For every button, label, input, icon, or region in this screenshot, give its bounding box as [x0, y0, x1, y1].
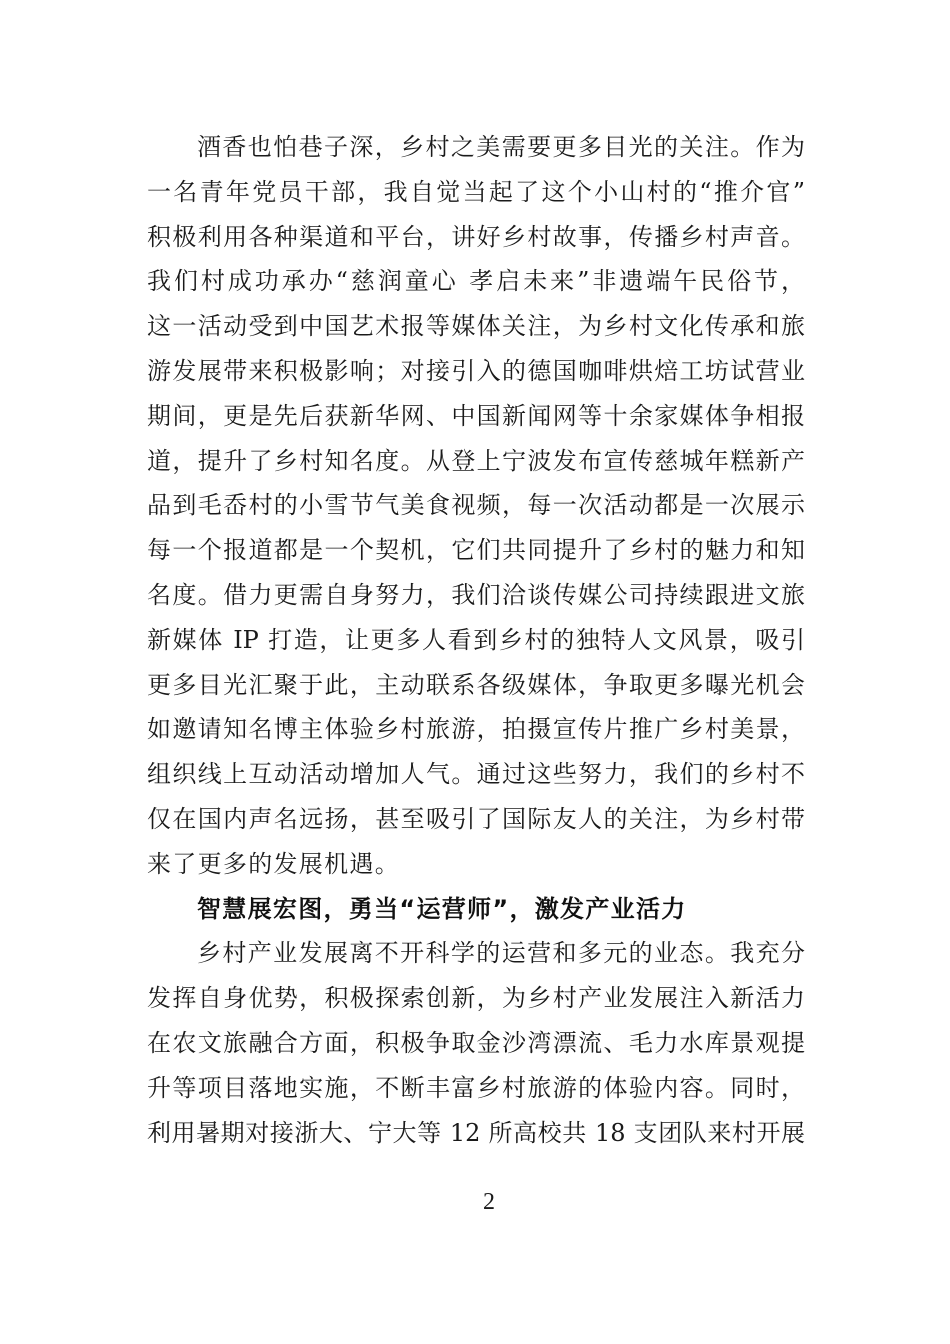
paragraph-1 [147, 125, 805, 887]
paragraph-line: 游发展带来积极影响；对接引入的德国咖啡烘焙工坊试营业 [147, 356, 805, 385]
paragraph-line: 如邀请知名博主体验乡村旅游，拍摄宣传片推广乡村美景， [147, 715, 805, 744]
paragraph-2 [147, 931, 805, 1155]
paragraph-line: 更多目光汇聚于此，主动联系各级媒体，争取更多曝光机会 [147, 670, 805, 699]
paragraph-line: 品到毛岙村的小雪节气美食视频，每一次活动都是一次展示 [147, 491, 805, 520]
paragraph-line: 期间，更是先后获新华网、中国新闻网等十余家媒体争相报 [147, 401, 805, 430]
paragraph-line: 乡村产业发展离不开科学的运营和多元的业态。我充分 [197, 939, 805, 968]
paragraph-line: 在农文旅融合方面，积极争取金沙湾漂流、毛力水库景观提 [147, 1028, 805, 1057]
body-text [147, 125, 805, 1155]
paragraph-line: 升等项目落地实施，不断丰富乡村旅游的体验内容。同时， [147, 1073, 805, 1102]
paragraph-line: 一名青年党员干部，我自觉当起了这个小山村的“推介官” [147, 177, 805, 206]
paragraph-line: 这一活动受到中国艺术报等媒体关注，为乡村文化传承和旅 [147, 312, 805, 341]
paragraph-line: 每一个报道都是一个契机，它们共同提升了乡村的魅力和知 [147, 536, 805, 565]
paragraph-line: 利用暑期对接浙大、宁大等 12 所高校共 18 支团队来村开展 [147, 1118, 805, 1147]
section-heading: 智慧展宏图，勇当“运营师”，激发产业活力 [197, 894, 687, 923]
page-number: 2 [483, 1189, 495, 1215]
paragraph-line: 来了更多的发展机遇。 [147, 849, 400, 878]
paragraph-line: 发挥自身优势，积极探索创新，为乡村产业发展注入新活力 [147, 984, 805, 1013]
paragraph-line: 我们村成功承办“慈润童心 孝启未来”非遗端午民俗节， [147, 267, 805, 296]
paragraph-line: 名度。借力更需自身努力，我们洽谈传媒公司持续跟进文旅 [147, 580, 805, 609]
paragraph-line: 酒香也怕巷子深，乡村之美需要更多目光的关注。作为 [197, 133, 805, 161]
paragraph-line: 新媒体 IP 打造，让更多人看到乡村的独特人文风景，吸引 [147, 625, 805, 654]
paragraph-line: 组织线上互动活动增加人气。通过这些努力，我们的乡村不 [147, 760, 805, 789]
paragraph-line: 积极利用各种渠道和平台，讲好乡村故事，传播乡村声音。 [147, 222, 805, 251]
paragraph-line: 道，提升了乡村知名度。从登上宁波发布宣传慈城年糕新产 [147, 446, 805, 475]
paragraph-line: 仅在国内声名远扬，甚至吸引了国际友人的关注，为乡村带 [147, 804, 805, 833]
